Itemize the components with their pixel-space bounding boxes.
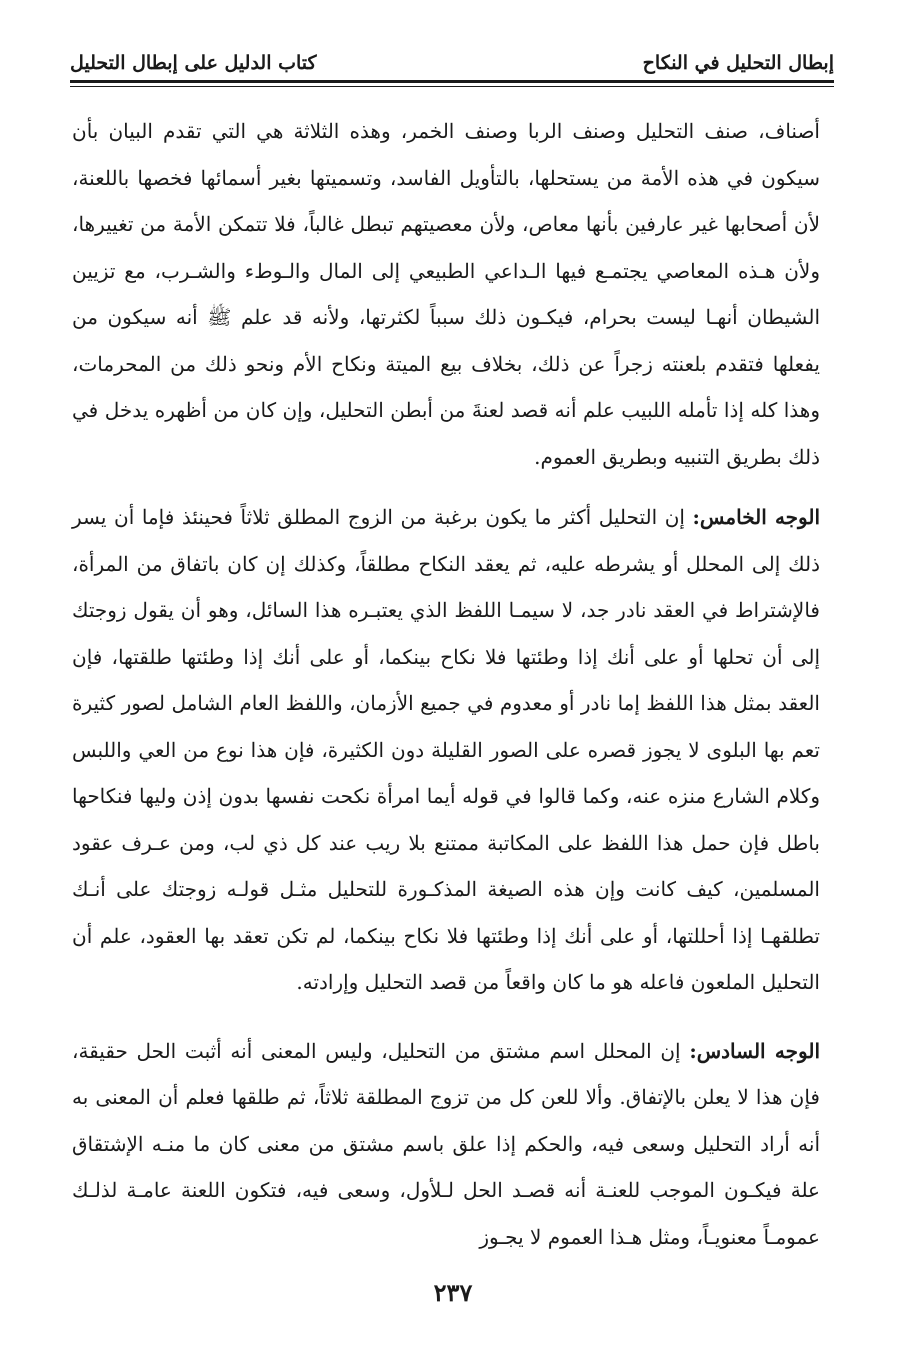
page-number: ٢٣٧ [433,1278,473,1307]
paragraph-continuation [72,108,820,480]
header-divider-thin [70,86,834,87]
paragraph-text: إن التحليل أكثر ما يكون برغبة من الزوج المطلق ثلاثاً فحينئذ فإما أن يسر ذلك إلى المحلل أو يشرطه عليه، ثم يعقد النكاح مطلقاً، وكذلك إن كان باتفاق من المرأة، فالإشتراط في العقد نادر جد، لا سيمـا اللفظ الذي يعتبـره هذا السائل، وهو أن يقول زوجتك إلى أن تحلها أو على أنك إذا وطئتها فلا نكاح بينكما، أو على أنك إذا وطئتها طلقتها، فإن العقد بمثل هذا اللفظ إما نادر أو معدوم في جميع الأزمان، واللفظ العام الشامل لصور كثيرة تعم بها البلوى لا يجوز قصره على الصور القليلة دون الكثيرة، فإن هذا نوع من العي واللبس وكلام الشارع منزه عنه، وكما قالوا في قوله أيما امرأة نكحت نفسها بدون إذن وليها فنكاحها باطل فإن حمل هذا اللفظ على المكاتبة ممتنع بلا ريب عند كل ذي لب، ومن عـرف عقود المسلمين، كيف كانت وإن هذه الصيغة المذكـورة للتحليل مثـل قولـه زوجتك على أنـك تطلقهـا إذا أحللتها، أو على أنك إذا وطئتها فلا نكاح بينكما، لم تكن تعقد بها العقود، علم أن التحليل الملعون فاعله هو ما كان واقعاً من قصد التحليل وإرادته. [72,505,821,994]
paragraph-heading: الوجه السادس: [689,1038,820,1063]
body-text [72,108,820,1260]
paragraph-text: إن المحلل اسم مشتق من التحليل، وليس المعنى أنه أثبت الحل حقيقة، فإن هذا لا يعلن بالإتفاق. وألا للعن كل من تزوج المطلقة ثلاثاً، ثم طلقها فعلم أن المعنى به أنه أراد التحليل وسعى فيه، والحكم إذا علق باسم مشتق من معنى كان ما منـه الإشتقاق علة فيكـون الموجب للعنـة أنه قصـد الحل لـلأول، وسعى فيه، فتكون اللعنة عامـة لذلـك عمومـاً معنويـاً، ومثل هـذا العموم لا يجـوز [72,1038,820,1249]
header-book-section-title: إبطال التحليل في النكاح [642,52,834,74]
header-book-title: كتاب الدليل على إبطال التحليل [70,52,317,74]
header-divider [70,80,834,83]
paragraph-text: أصناف، صنف التحليل وصنف الربا وصنف الخمر، وهذه الثلاثة هي التي تقدم البيان بأن سيكون في هذه الأمة من يستحلها، بالتأويل الفاسد، وتسميتها بغير أسمائها فخصها باللعنة، لأن أصحابها غير عارفين بأنها معاص، ولأن معصيتهم تبطل غالباً، فلا تتمكن الأمة من تغييرها، ولأن هـذه المعاصي يجتمـع فيها الـداعي الطبيعي إلى المال والـوطء والشـرب، مع تزيين الشيطان أنهـا ليست بحرام، فيكـون ذلك سبباً لكثرتها، ولأنه قد علم ﷺ أنه سيكون من يفعلها فتقدم بلعنته زجراً عن ذلك، بخلاف بيع الميتة ونكاح الأم ونحو ذلك من المحرمات، وهذا كله إذا تأمله اللبيب علم أنه قصد لعنةَ من أبطن التحليل، وإن كان من أظهره يدخل في ذلك بطريق التنبيه وبطريق العموم. [72,119,820,469]
paragraph-heading: الوجه الخامس: [692,505,821,529]
paragraph-sixth-aspect [72,1028,820,1261]
paragraph-fifth-aspect [72,494,820,1006]
running-header [70,34,834,74]
